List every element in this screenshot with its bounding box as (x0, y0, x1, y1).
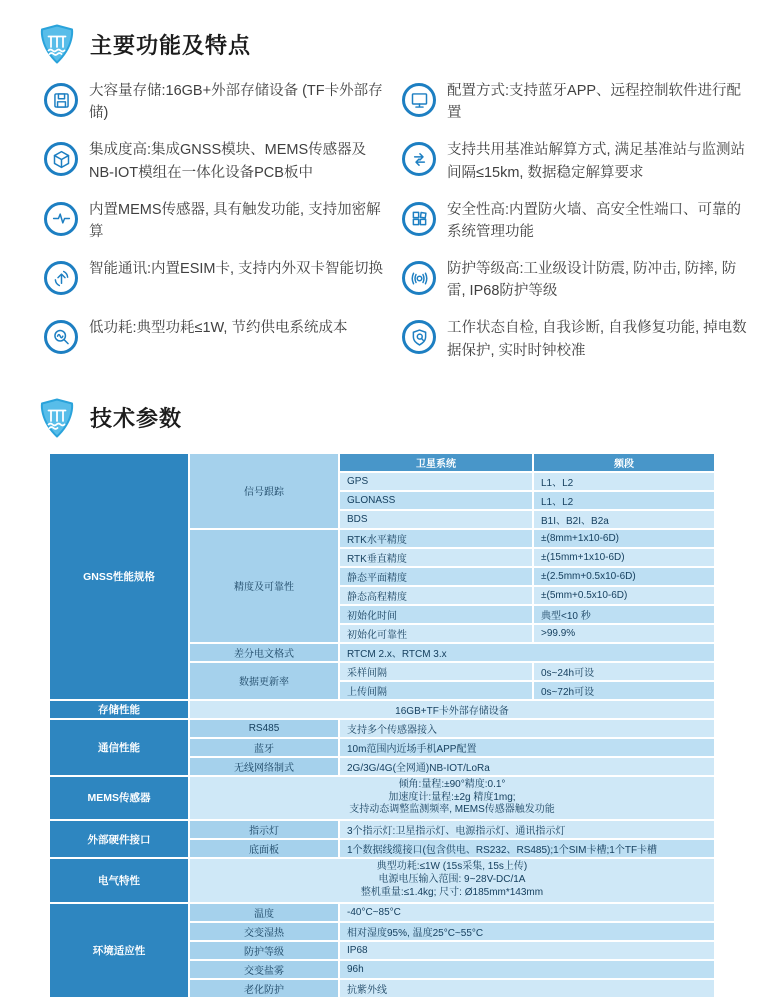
diagnostic-icon (402, 320, 436, 354)
value-cell: ±(5mm+0.5x10-6D) (534, 587, 714, 604)
column-header-cell: 卫星系统 (340, 454, 532, 471)
value-cell: IP68 (340, 942, 714, 959)
subcategory-cell: 精度及可靠性 (190, 530, 338, 642)
value-cell: 0s~72h可设 (534, 682, 714, 699)
value-cell: 相对湿度95%, 温度25°C~55°C (340, 923, 714, 940)
category-cell: GNSS性能规格 (50, 454, 188, 699)
specs-title: 技术参数 (90, 406, 183, 432)
subcategory-cell: 数据更新率 (190, 663, 338, 699)
param-cell: BDS (340, 511, 532, 528)
param-cell: 初始化时间 (340, 606, 532, 623)
spec-table (48, 452, 716, 999)
feature-text: 智能通讯:内置ESIM卡, 支持内外双卡智能切换 (89, 261, 384, 278)
category-cell: 通信性能 (50, 720, 188, 775)
subcategory-cell: 防护等级 (190, 942, 338, 959)
param-cell: GPS (340, 473, 532, 490)
shield-dam-icon (36, 398, 78, 438)
param-cell: RTK水平精度 (340, 530, 532, 547)
table-row (50, 777, 714, 819)
value-cell: L1、L2 (534, 473, 714, 490)
subcategory-cell: RS485 (190, 720, 338, 737)
subcategory-cell: 无线网络制式 (190, 758, 338, 775)
cube-icon (44, 142, 78, 176)
category-cell: 环境适应性 (50, 904, 188, 997)
feature-text: 安全性高:内置防火墙、高安全性端口、可靠的系统管理功能 (447, 201, 742, 240)
value-cell (190, 859, 714, 901)
shield-dam-icon (36, 24, 78, 64)
monitor-icon (402, 83, 436, 117)
feature-item (402, 258, 754, 302)
features-list (36, 64, 745, 362)
category-cell: 外部硬件接口 (50, 821, 188, 857)
value-cell: ±(8mm+1x10-6D) (534, 530, 714, 547)
value-cell: 1个数据线缆接口(包含供电、RS232、RS485);1个SIM卡槽;1个TF卡槽 (340, 840, 714, 857)
category-cell: 存储性能 (50, 701, 188, 718)
subcategory-cell: 蓝牙 (190, 739, 338, 756)
feature-item (44, 317, 400, 361)
table-row (50, 821, 714, 838)
feature-item (44, 258, 400, 302)
feature-text: 工作状态自检, 自我诊断, 自我修复功能, 掉电数据保护, 实时时钟校准 (447, 320, 747, 359)
value-cell: 0s~24h可设 (534, 663, 714, 680)
features-title: 主要功能及特点 (90, 32, 252, 58)
value-cell: 96h (340, 961, 714, 978)
value-cell: 抗紫外线 (340, 980, 714, 997)
subcategory-cell: 温度 (190, 904, 338, 921)
shock-icon (402, 261, 436, 295)
value-cell: ±(15mm+1x10-6D) (534, 549, 714, 566)
param-cell: 静态高程精度 (340, 587, 532, 604)
feature-text: 配置方式:支持蓝牙APP、远程控制软件进行配置 (447, 83, 742, 122)
feature-text: 集成度高:集成GNSS模块、MEMS传感器及NB-IOT模组在一体化设备PCB板中 (89, 142, 367, 181)
param-cell: GLONASS (340, 492, 532, 509)
value-line: 典型功耗:≤1W (15s采集, 15s上传) (376, 861, 528, 873)
value-line: 倾角:量程:±90°精度:0.1° (398, 778, 506, 790)
feature-item (44, 139, 400, 183)
low-power-icon (44, 320, 78, 354)
param-cell: 采样间隔 (340, 663, 532, 680)
value-line: 整机重量:≤1.4kg; 尺寸: Ø185mm*143mm (360, 886, 544, 898)
subcategory-cell: 交变盐雾 (190, 961, 338, 978)
value-line: 电源电压输入范围: 9~28V-DC/1A (378, 873, 526, 885)
value-cell: 16GB+TF卡外部存储设备 (190, 701, 714, 718)
grid-icon (402, 202, 436, 236)
subcategory-cell: 底面板 (190, 840, 338, 857)
value-cell: L1、L2 (534, 492, 714, 509)
sync-icon (402, 142, 436, 176)
category-cell: MEMS传感器 (50, 777, 188, 819)
subcategory-cell: 信号跟踪 (190, 454, 338, 528)
features-section-header (36, 24, 745, 64)
value-cell: -40°C~85°C (340, 904, 714, 921)
param-cell: 静态平面精度 (340, 568, 532, 585)
feature-text: 支持共用基准站解算方式, 满足基准站与监测站间隔≤15km, 数据稳定解算要求 (447, 142, 746, 181)
value-cell (190, 777, 714, 819)
feature-item (402, 80, 754, 124)
value-cell: ±(2.5mm+0.5x10-6D) (534, 568, 714, 585)
value-line: 加速度计:量程:±2g 精度1mg; (388, 791, 516, 803)
subcategory-cell: 差分电文格式 (190, 644, 338, 661)
value-cell: B1I、B2I、B2a (534, 511, 714, 528)
table-row (50, 720, 714, 737)
feature-text: 低功耗:典型功耗≤1W, 节约供电系统成本 (89, 320, 348, 337)
param-cell: 上传间隔 (340, 682, 532, 699)
feature-item (44, 80, 400, 124)
value-cell: RTCM 2.x、RTCM 3.x (340, 644, 714, 661)
value-cell: 10m范围内近场手机APP配置 (340, 739, 714, 756)
value-cell: >99.9% (534, 625, 714, 642)
pulse-icon (44, 202, 78, 236)
feature-item (402, 317, 754, 361)
subcategory-cell: 指示灯 (190, 821, 338, 838)
feature-text: 内置MEMS传感器, 具有触发功能, 支持加密解算 (89, 201, 381, 240)
param-cell: RTK垂直精度 (340, 549, 532, 566)
value-line: 支持动态调整监测频率, MEMS传感器触发功能 (349, 804, 555, 816)
param-cell: 初始化可靠性 (340, 625, 532, 642)
subcategory-cell: 老化防护 (190, 980, 338, 997)
feature-item (44, 199, 400, 243)
value-cell: 3个指示灯:卫星指示灯、电源指示灯、通讯指示灯 (340, 821, 714, 838)
value-cell: 2G/3G/4G(全网通)NB-IOT/LoRa (340, 758, 714, 775)
table-row (50, 904, 714, 921)
specs-section (36, 398, 745, 999)
value-cell: 典型<10 秒 (534, 606, 714, 623)
storage-icon (44, 83, 78, 117)
category-cell: 电气特性 (50, 859, 188, 901)
table-row (50, 859, 714, 901)
feature-item (402, 199, 754, 243)
subcategory-cell: 交变湿热 (190, 923, 338, 940)
feature-text: 防护等级高:工业级设计防震, 防冲击, 防摔, 防雷, IP68防护等级 (447, 261, 737, 300)
sim-swap-icon (44, 261, 78, 295)
table-row (50, 454, 714, 471)
specs-section-header (36, 398, 745, 438)
table-row (50, 701, 714, 718)
feature-text: 大容量存储:16GB+外部存储设备 (TF卡外部存储) (89, 83, 383, 122)
feature-item (402, 139, 754, 183)
column-header-cell: 频段 (534, 454, 714, 471)
value-cell: 支持多个传感器接入 (340, 720, 714, 737)
